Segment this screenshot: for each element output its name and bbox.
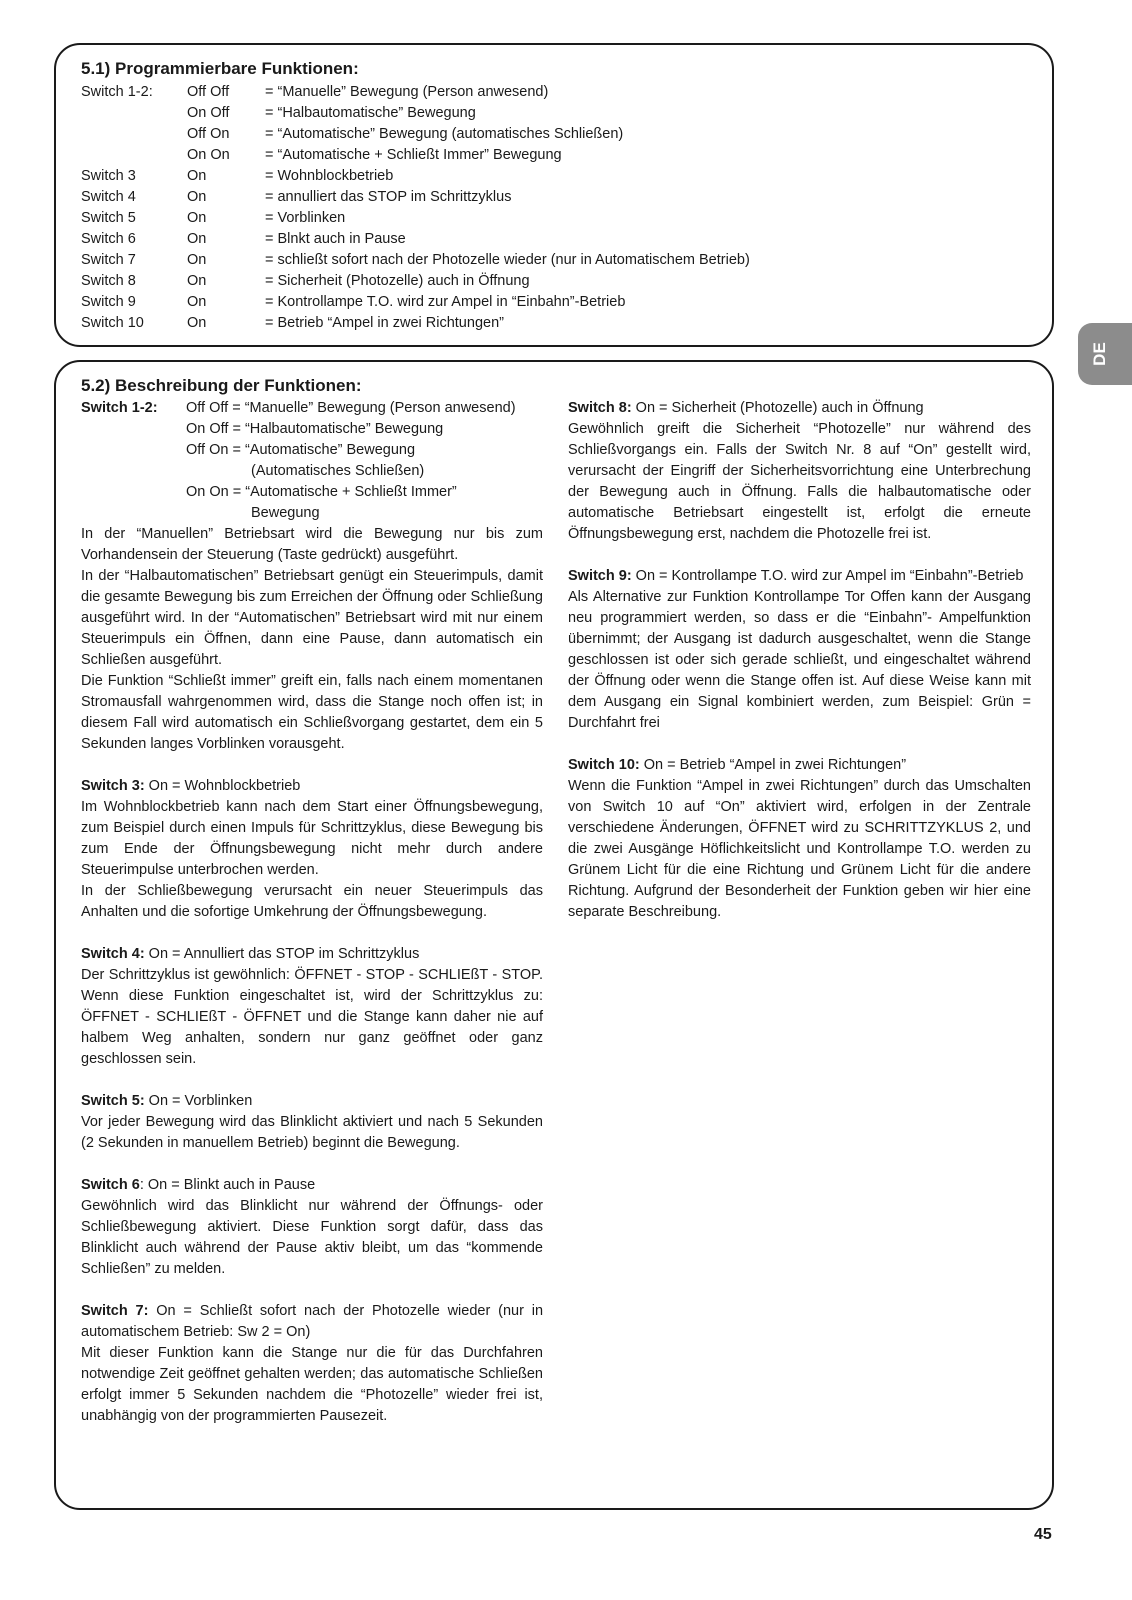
switch-1-2-line: Off On = “Automatische” Bewegung [186, 442, 416, 458]
switch-1-2-line: On Off = “Halbautomatische” Bewegung [186, 421, 444, 437]
switch-1-2-line: Switch 1-2: Off Off = “Manuelle” Bewegung (Person anwesend) [81, 400, 516, 416]
switch-5-heading: Switch 5: On = Vorblinken [81, 1093, 253, 1109]
paragraph: Gewöhnlich wird das Blinklicht nur während der Öffnungs- oder Schließbewegung aktiviert. Diese Funktion sorgt dafür, dass das Blinklicht auch während der Pause aktiv bleibt, um das “kommende Schließen” zu melden. [81, 1198, 543, 1277]
switch-9-heading: Switch 9: On = Kontrollampe T.O. wird zur Ampel im “Einbahn”-Betrieb [568, 568, 1024, 584]
programmable-functions-box: 5.1) Programmierbare Funktionen: Switch 1-2: Off Off = “Manuelle” Bewegung (Person anwesend) On Off = “Halbautomatische” Bewegung Off On = “Automatische” Bewegung (automatisches Schließen) On On = “Automatische + Schließt Immer” Bewegung Switch 3 On = Wohnblockbetrieb Switch 4 On = annulliert das STOP im Schrittzyklus Switch 5 On = Vorblinken Switch 6 On = Blnkt auch in Pause Switch 7 On = schließt sofort nach der Photozelle wieder (nur in Automatischem Betrieb) Switch 8 On = Sicherheit (Photozelle) auch in Öffnung Switch 9 On = Kontrollampe T.O. wird zur Ampel in “Einbahn”-Betrieb Switch 10 On = Betrieb “Ampel in zwei Richtungen” [54, 43, 1054, 347]
paragraph: Mit dieser Funktion kann die Stange nur die für das Durchfahren notwendige Zeit geöffnet gehalten werden; das automatische Schließen erfolgt immer 5 Sekunden nachdem die “Photozelle” wieder frei ist, unabhängig von der programmierten Pausezeit. [81, 1345, 543, 1424]
switch-3-heading: Switch 3: On = Wohnblockbetrieb [81, 778, 301, 794]
paragraph: Die Funktion “Schließt immer” greift ein, falls nach einem momentanen Stromausfall wahrgenommen wird, dass die Stange noch offen ist; in diesem Fall wird automatisch ein Schließvorgang gestartet, dem ein 5 Sekunden langes Vorblinken vorausgeht. [81, 673, 543, 752]
page-number: 45 [1034, 1526, 1052, 1543]
paragraph: Als Alternative zur Funktion Kontrollampe Tor Offen kann der Ausgang neu programmiert werden, so dass er die “Einbahn”- Ampelfunktion übernimmt; der Ausgang ist dadurch ausgeschaltet, wenn die Stange geschlossen ist oder sich gerade schließt, und eingeschaltet während der Öffnung oder wenn die Stange offen ist. Auf diese Weise kann mit dem Ausgang ein Signal kombiniert werden, zum Beispiel: Grün = Durchfahrt frei [568, 589, 1031, 731]
paragraph: In der “Manuellen” Betriebsart wird die Bewegung nur bis zum Vorhandensein der Steuerung (Taste gedrückt) ausgeführt. [81, 526, 543, 563]
right-column [568, 398, 1031, 923]
switch-1-2-line: Bewegung [251, 505, 320, 521]
paragraph: Vor jeder Bewegung wird das Blinklicht aktiviert und nach 5 Sekunden (2 Sekunden in manuellem Betrieb) beginnt die Bewegung. [81, 1114, 543, 1151]
section-title-5-1: 5.1) Programmierbare Funktionen: [81, 59, 359, 78]
paragraph: Gewöhnlich greift die Sicherheit “Photozelle” nur während des Schließvorgangs ein. Falls der Switch Nr. 8 auf “On” gestellt wird, verursacht der Eingriff der Sicherheitsvorrichtung eine Unterbrechung der Bewegung auch in Öffnung. Falls die halbautomatische oder automatische Betriebsart eingestellt ist, erfolgt die erneute Öffnungsbewegung erst, nachdem die Photozelle frei ist. [568, 421, 1031, 542]
paragraph: In der “Halbautomatischen” Betriebsart genügt ein Steuerimpuls, damit die gesamte Bewegung bis zum Erreichen der Öffnung oder Schließung ausgeführt wird. In der “Automatischen” Betriebsart wird mit nur einem Steuerimpuls ein Öffnen, dann eine Pause, dann automatisch ein Schließen ausgeführt. [81, 568, 543, 668]
language-tab: DE [1078, 323, 1132, 385]
function-description-box [54, 360, 1054, 1510]
paragraph: In der Schließbewegung verursacht ein neuer Steuerimpuls das Anhalten und die sofortige Umkehrung der Öffnungsbewegung. [81, 883, 543, 920]
paragraph: Wenn die Funktion “Ampel in zwei Richtungen” durch das Umschalten von Switch 10 auf “On” aktiviert wird, erfolgen in der Zentrale verschiedene Änderungen, ÖFFNET wird zu SCHRITTZYKLUS 2, und die zwei Ausgänge Höflichkeitslicht und Kontrollampe T.O. werden zu Grünem Licht für die eine Richtung und Grünem Licht für die andere Richtung. Aufgrund der Besonderheit der Funktion geben wir hier eine separate Beschreibung. [568, 778, 1031, 920]
switch-1-2-line: On On = “Automatische + Schließt Immer” [186, 484, 457, 500]
switch-1-2-line: (Automatisches Schließen) [251, 463, 425, 479]
section-title-5-2: 5.2) Beschreibung der Funktionen: [81, 376, 362, 395]
paragraph: Im Wohnblockbetrieb kann nach dem Start einer Öffnungsbewegung, zum Beispiel durch einen Impuls für Schrittzyklus, diese Bewegung bis zum Ende der Öffnungsbewegung nicht mehr durch andere Steuerimpulse unterbrochen werden. [81, 799, 543, 878]
left-column [81, 398, 543, 1427]
switch-8-heading: Switch 8: On = Sicherheit (Photozelle) auch in Öffnung [568, 400, 924, 416]
switch-7-heading: Switch 7: On = Schließt sofort nach der Photozelle wieder (nur in automatischem Betrieb: Sw 2 = On) [81, 1303, 544, 1340]
switch-4-heading: Switch 4: On = Annulliert das STOP im Schrittzyklus [81, 946, 420, 962]
paragraph: Der Schrittzyklus ist gewöhnlich: ÖFFNET - STOP - SCHLIEßT - STOP. Wenn diese Funktion eingeschaltet ist, wird der Schrittzyklus zu: ÖFFNET - SCHLIEßT - ÖFFNET und die Stange kann daher nie auf halbem Weg anhalten, sondern nur ganz geöffnet oder ganz geschlossen sein. [81, 967, 543, 1067]
switch-6-heading: Switch 6: On = Blinkt auch in Pause [81, 1177, 316, 1193]
switch-10-heading: Switch 10: On = Betrieb “Ampel in zwei Richtungen” [568, 757, 907, 773]
